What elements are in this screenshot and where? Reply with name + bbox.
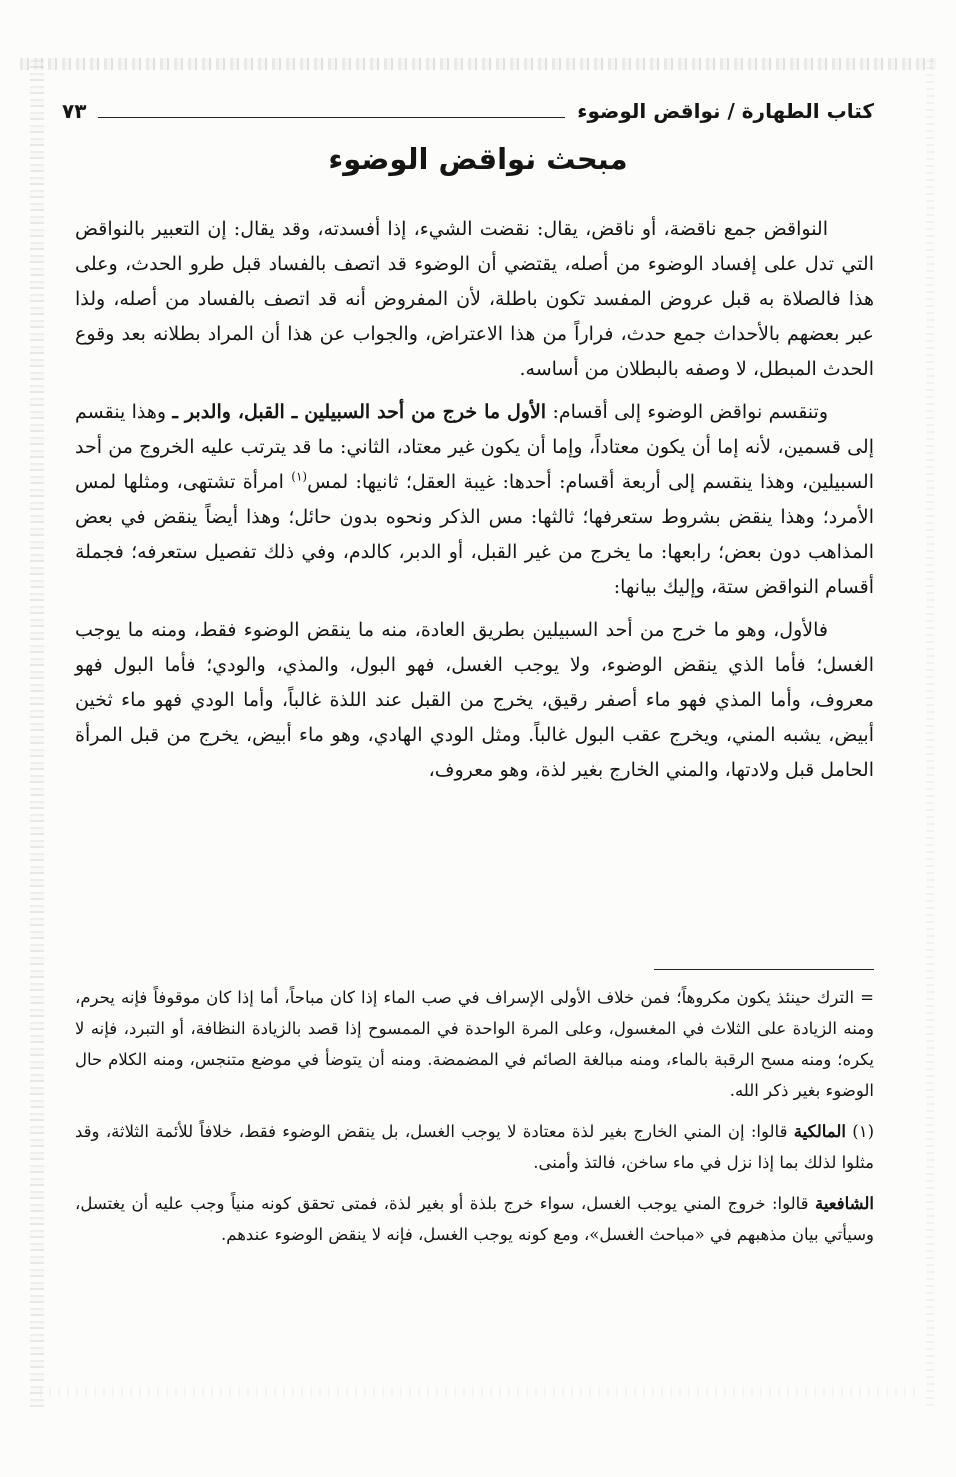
- scan-border-right: [926, 60, 934, 1407]
- header-rule: [98, 117, 565, 118]
- paragraph-first-type: فالأول، وهو ما خرج من أحد السبيلين بطريق العادة، منه ما ينقض الوضوء فقط، ومنه ما يوجب الغسل؛ فأما الذي ينقض الوضوء، ولا يوجب الغسل، فهو البول، والمذي، والودي؛ فأما البول فهو معروف، وأما المذي فهو ماء أصفر رقيق، يخرج من القبل عند اللذة غالباً، وأما الودي فهو ماء ثخين أبيض، يشبه المني، ويخرج عقب البول غالباً. ومثل الودي الهادي، وهو ماء أبيض، يخرج من قبل المرأة الحامل قبل ولادتها، والمني الخارج بغير لذة، وهو معروف،: [75, 619, 874, 781]
- footnote-separator: [654, 969, 874, 970]
- scan-border-left: [30, 60, 44, 1407]
- main-text: [75, 212, 874, 788]
- divisions-text-a: وهذا ينقسم إلى قسمين، لأنه إما أن يكون معتاداً، وإما أن يكون غير معتاد، الثاني: ما قد يترتب عليه الخروج من أحد السبيلين، وهذا ينقسم إلى أربعة أقسام: أحدها: غيبة العقل؛ ثانيها: لمس: [75, 401, 874, 493]
- page-number: ٧٣: [62, 99, 87, 123]
- footnote-1-text: قالوا: إن المني الخارج بغير لذة معتادة لا يوجب الغسل، بل ينقض الوضوء فقط، خلافاً للأئمة الثلاثة، وقد مثلوا لذلك بما إذا نزل في ماء ساخن، فالتذ وأمنى.: [75, 1122, 874, 1172]
- section-title: مبحث نواقض الوضوء: [328, 142, 628, 176]
- running-header: [62, 94, 874, 128]
- footnote-1: [75, 1116, 874, 1178]
- footnote-1-number: (١): [852, 1122, 875, 1141]
- divisions-first-bold: الأول ما خرج من أحد السبيلين ـ القبل، والدبر ـ: [172, 401, 547, 423]
- paragraph-divisions: [75, 395, 874, 605]
- divisions-lead: وتنقسم نواقض الوضوء إلى أقسام:: [552, 401, 828, 423]
- scan-border-bottom: [40, 1387, 916, 1397]
- footnote-2-text: قالوا: خروج المني يوجب الغسل، سواء خرج بلذة أو بغير لذة، فمتى تحقق كونه منياً وجب عليه أن يغتسل، وسيأتي بيان مذهبهم في «مباحث الغسل»، ومع كونه يوجب الغسل، فإنه لا ينقض الوضوء عندهم.: [75, 1194, 874, 1244]
- paragraph-definition: النواقض جمع ناقضة، أو ناقض، يقال: نقضت الشيء، إذا أفسدته، وقد يقال: إن التعبير بالنواقض التي تدل على إفساد الوضوء من أصله، يقتضي أن الوضوء قد اتصف بالفساد قبل طرو الحدث، وعلى هذا فالصلاة به قبل عروض المفسد تكون باطلة، لأن المفروض أنه قد اتصف بالفساد من أصله، ولذا عبر بعضهم بالأحداث جمع حدث، فراراً من هذا الاعتراض، والجواب عن هذا أن المراد بطلانه بعد وقوع الحدث المبطل، لا وصفه بالبطلان من أساسه.: [75, 218, 874, 380]
- divisions-text-b: امرأة تشتهى، ومثلها لمس الأمرد؛ وهذا ينقض بشروط ستعرفها؛ ثالثها: مس الذكر ونحوه بدون حائل؛ وهذا أيضاً ينقض في بعض المذاهب دون بعض؛ رابعها: ما يخرج من غير القبل، أو الدبر، كالدم، وفي ذلك تفصيل ستعرفه؛ فجملة أقسام النواقض ستة، وإليك بيانها:: [75, 471, 874, 598]
- footnote-2-school: الشافعية: [814, 1194, 874, 1213]
- running-title: كتاب الطهارة / نواقض الوضوء: [577, 99, 874, 123]
- footnote-ref-1[interactable]: (١): [291, 469, 308, 484]
- footnote-1-shafii: [75, 1188, 874, 1250]
- footnote-1-school: المالكية: [793, 1122, 846, 1141]
- footnote-continuation: = الترك حينئذ يكون مكروهاً؛ فمن خلاف الأولى الإسراف في صب الماء إذا كان مباحاً، أما إذا كان موقوفاً فإنه يحرم، ومنه الزيادة على الثلاث في المغسول، وعلى المرة الواحدة في الممسوح إذا قصد بالزيادة النظافة، أو التبرد، فإنه لا يكره؛ ومنه مسح الرقبة بالماء، ومنه مبالغة الصائم في المضمضة. ومنه أن يتوضأ في موضع متنجس، ومنه الكلام حال الوضوء بغير ذكر الله.: [75, 988, 874, 1100]
- footnotes: [75, 982, 874, 1250]
- scan-border-top: [20, 58, 936, 70]
